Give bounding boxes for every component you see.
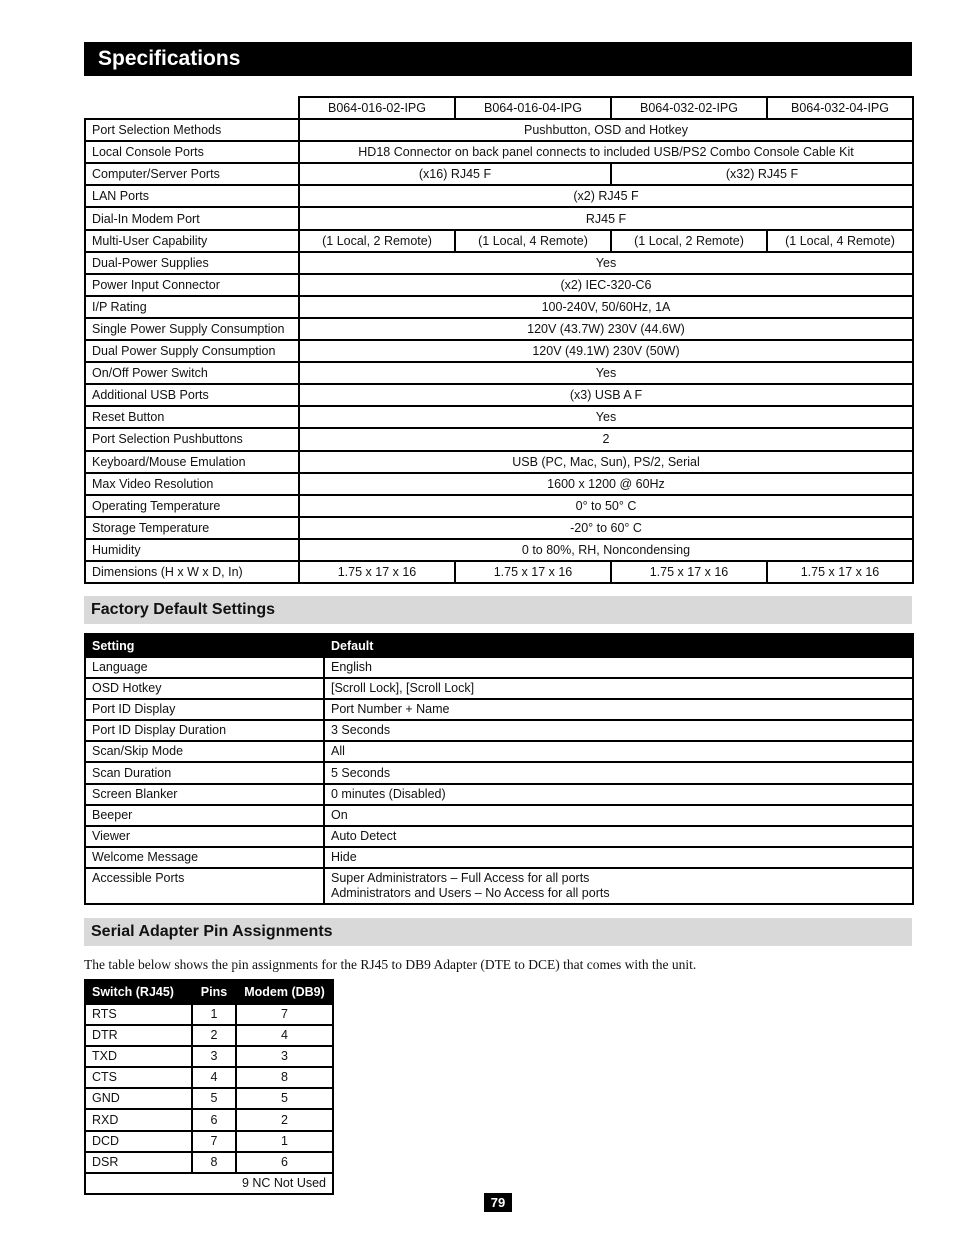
spec-row	[85, 561, 913, 583]
model-header: B064-016-04-IPG	[455, 97, 611, 119]
spec-label: Dual Power Supply Consumption	[85, 340, 299, 362]
signal-name: DTR	[85, 1025, 192, 1046]
table-row	[85, 1088, 333, 1109]
table-row	[85, 741, 913, 762]
spec-value: 100-240V, 50/60Hz, 1A	[299, 296, 913, 318]
setting-name: OSD Hotkey	[85, 678, 324, 699]
signal-name: GND	[85, 1088, 192, 1109]
spec-value: RJ45 F	[299, 207, 913, 229]
model-header: B064-016-02-IPG	[299, 97, 455, 119]
signal-name: TXD	[85, 1046, 192, 1067]
modem-pin: 1	[236, 1131, 333, 1152]
spec-value: -20° to 60° C	[299, 517, 913, 539]
spec-row	[85, 119, 913, 141]
column-header-switch: Switch (RJ45)	[85, 980, 192, 1004]
spec-label: Port Selection Methods	[85, 119, 299, 141]
table-row	[85, 1173, 333, 1194]
spec-label: Multi-User Capability	[85, 230, 299, 252]
setting-name: Beeper	[85, 805, 324, 826]
spec-value: 1.75 x 17 x 16	[299, 561, 455, 583]
spec-label: Dimensions (H x W x D, In)	[85, 561, 299, 583]
accessible-ports-line: Super Administrators – Full Access for all ports	[331, 870, 590, 885]
spec-value: (x16) RJ45 F	[299, 163, 611, 185]
spec-label: Local Console Ports	[85, 141, 299, 163]
spec-value: (x2) IEC-320-C6	[299, 274, 913, 296]
setting-default: English	[324, 657, 913, 678]
spec-row	[85, 141, 913, 163]
spec-label: Reset Button	[85, 406, 299, 428]
spec-label: LAN Ports	[85, 185, 299, 207]
table-row	[85, 1046, 333, 1067]
modem-pin: 6	[236, 1152, 333, 1173]
table-row	[85, 784, 913, 805]
spec-value: 0 to 80%, RH, Noncondensing	[299, 539, 913, 561]
signal-name: CTS	[85, 1067, 192, 1088]
spec-row	[85, 230, 913, 252]
spec-value: 2	[299, 428, 913, 450]
modem-pin: 4	[236, 1025, 333, 1046]
setting-name: Port ID Display Duration	[85, 720, 324, 741]
column-header-default: Default	[324, 634, 913, 657]
header-blank-cell	[85, 97, 299, 119]
spec-row	[85, 318, 913, 340]
spec-value: USB (PC, Mac, Sun), PS/2, Serial	[299, 451, 913, 473]
spec-value: (x3) USB A F	[299, 384, 913, 406]
spec-row	[85, 274, 913, 296]
modem-pin: 3	[236, 1046, 333, 1067]
spec-row	[85, 451, 913, 473]
spec-value: 1.75 x 17 x 16	[767, 561, 913, 583]
pin-number: 2	[192, 1025, 236, 1046]
model-header: B064-032-02-IPG	[611, 97, 767, 119]
setting-name: Viewer	[85, 826, 324, 847]
spec-value: Yes	[299, 362, 913, 384]
setting-name: Port ID Display	[85, 699, 324, 720]
serial-note: The table below shows the pin assignments for the RJ45 to DB9 Adapter (DTE to DCE) that comes with the unit.	[84, 957, 697, 972]
setting-default: Auto Detect	[324, 826, 913, 847]
spec-row	[85, 163, 913, 185]
spec-label: Humidity	[85, 539, 299, 561]
spec-value: Yes	[299, 406, 913, 428]
pin-assignments-table	[84, 979, 334, 1195]
model-header-row	[85, 97, 913, 119]
setting-name: Accessible Ports	[85, 868, 324, 904]
spec-value: (x32) RJ45 F	[611, 163, 913, 185]
table-row	[85, 1067, 333, 1088]
table-row	[85, 657, 913, 678]
spec-row	[85, 517, 913, 539]
table-row	[85, 699, 913, 720]
spec-label: Additional USB Ports	[85, 384, 299, 406]
spec-row	[85, 252, 913, 274]
spec-label: Storage Temperature	[85, 517, 299, 539]
spec-value: HD18 Connector on back panel connects to included USB/PS2 Combo Console Cable Kit	[299, 141, 913, 163]
pin-number: 7	[192, 1131, 236, 1152]
setting-default: Hide	[324, 847, 913, 868]
table-row	[85, 762, 913, 783]
page-title: Specifications	[84, 42, 912, 76]
spec-label: Max Video Resolution	[85, 473, 299, 495]
accessible-ports-line: Administrators and Users – No Access for all ports	[331, 885, 610, 900]
setting-default: [Scroll Lock], [Scroll Lock]	[324, 678, 913, 699]
spec-row	[85, 207, 913, 229]
column-header-modem: Modem (DB9)	[236, 980, 333, 1004]
spec-row	[85, 539, 913, 561]
table-row	[85, 847, 913, 868]
modem-pin: 7	[236, 1004, 333, 1025]
spec-row	[85, 473, 913, 495]
modem-pin: 5	[236, 1088, 333, 1109]
setting-default: All	[324, 741, 913, 762]
spec-label: Keyboard/Mouse Emulation	[85, 451, 299, 473]
spec-value: (1 Local, 2 Remote)	[299, 230, 455, 252]
spec-row	[85, 495, 913, 517]
signal-name: RTS	[85, 1004, 192, 1025]
spec-value: 1.75 x 17 x 16	[455, 561, 611, 583]
table-row	[85, 1109, 333, 1130]
pins-header-row	[85, 980, 333, 1004]
pin-number: 3	[192, 1046, 236, 1067]
spec-value: 0° to 50° C	[299, 495, 913, 517]
setting-name: Screen Blanker	[85, 784, 324, 805]
spec-row	[85, 406, 913, 428]
signal-name: DSR	[85, 1152, 192, 1173]
signal-name: DCD	[85, 1131, 192, 1152]
spec-value: 120V (49.1W) 230V (50W)	[299, 340, 913, 362]
serial-pins-heading: Serial Adapter Pin Assignments	[84, 918, 912, 946]
modem-pin: 2	[236, 1109, 333, 1130]
setting-default: 0 minutes (Disabled)	[324, 784, 913, 805]
spec-row	[85, 296, 913, 318]
spec-row	[85, 384, 913, 406]
setting-name: Language	[85, 657, 324, 678]
table-row	[85, 1004, 333, 1025]
spec-label: Operating Temperature	[85, 495, 299, 517]
column-header-pins: Pins	[192, 980, 236, 1004]
column-header-setting: Setting	[85, 634, 324, 657]
table-row	[85, 1025, 333, 1046]
defaults-header-row	[85, 634, 913, 657]
table-row	[85, 826, 913, 847]
spec-label: Dual-Power Supplies	[85, 252, 299, 274]
spec-row	[85, 340, 913, 362]
page-number: 79	[484, 1193, 512, 1212]
signal-name: RXD	[85, 1109, 192, 1130]
modem-pin: 8	[236, 1067, 333, 1088]
table-row	[85, 1131, 333, 1152]
spec-label: Computer/Server Ports	[85, 163, 299, 185]
setting-name: Welcome Message	[85, 847, 324, 868]
pins-footer: 9 NC Not Used	[85, 1173, 333, 1194]
setting-default: Port Number + Name	[324, 699, 913, 720]
setting-default	[324, 868, 913, 904]
table-row	[85, 805, 913, 826]
specifications-table	[84, 96, 914, 584]
setting-default: On	[324, 805, 913, 826]
setting-name: Scan/Skip Mode	[85, 741, 324, 762]
spec-value: (1 Local, 4 Remote)	[455, 230, 611, 252]
table-row	[85, 678, 913, 699]
spec-row	[85, 362, 913, 384]
spec-value: Yes	[299, 252, 913, 274]
setting-default: 5 Seconds	[324, 762, 913, 783]
spec-label: Dial-In Modem Port	[85, 207, 299, 229]
pin-number: 5	[192, 1088, 236, 1109]
pin-number: 6	[192, 1109, 236, 1130]
pin-number: 4	[192, 1067, 236, 1088]
spec-value: 120V (43.7W) 230V (44.6W)	[299, 318, 913, 340]
spec-row	[85, 428, 913, 450]
table-row	[85, 1152, 333, 1173]
table-row	[85, 720, 913, 741]
setting-default: 3 Seconds	[324, 720, 913, 741]
spec-label: Single Power Supply Consumption	[85, 318, 299, 340]
pin-number: 8	[192, 1152, 236, 1173]
factory-defaults-heading: Factory Default Settings	[84, 596, 912, 624]
spec-value: (x2) RJ45 F	[299, 185, 913, 207]
spec-value: (1 Local, 2 Remote)	[611, 230, 767, 252]
setting-name: Scan Duration	[85, 762, 324, 783]
spec-value: 1600 x 1200 @ 60Hz	[299, 473, 913, 495]
table-row	[85, 868, 913, 904]
model-header: B064-032-04-IPG	[767, 97, 913, 119]
spec-value: 1.75 x 17 x 16	[611, 561, 767, 583]
spec-label: Port Selection Pushbuttons	[85, 428, 299, 450]
spec-value: Pushbutton, OSD and Hotkey	[299, 119, 913, 141]
spec-row	[85, 185, 913, 207]
pin-number: 1	[192, 1004, 236, 1025]
spec-label: I/P Rating	[85, 296, 299, 318]
factory-defaults-table	[84, 633, 914, 905]
spec-label: Power Input Connector	[85, 274, 299, 296]
spec-value: (1 Local, 4 Remote)	[767, 230, 913, 252]
spec-label: On/Off Power Switch	[85, 362, 299, 384]
